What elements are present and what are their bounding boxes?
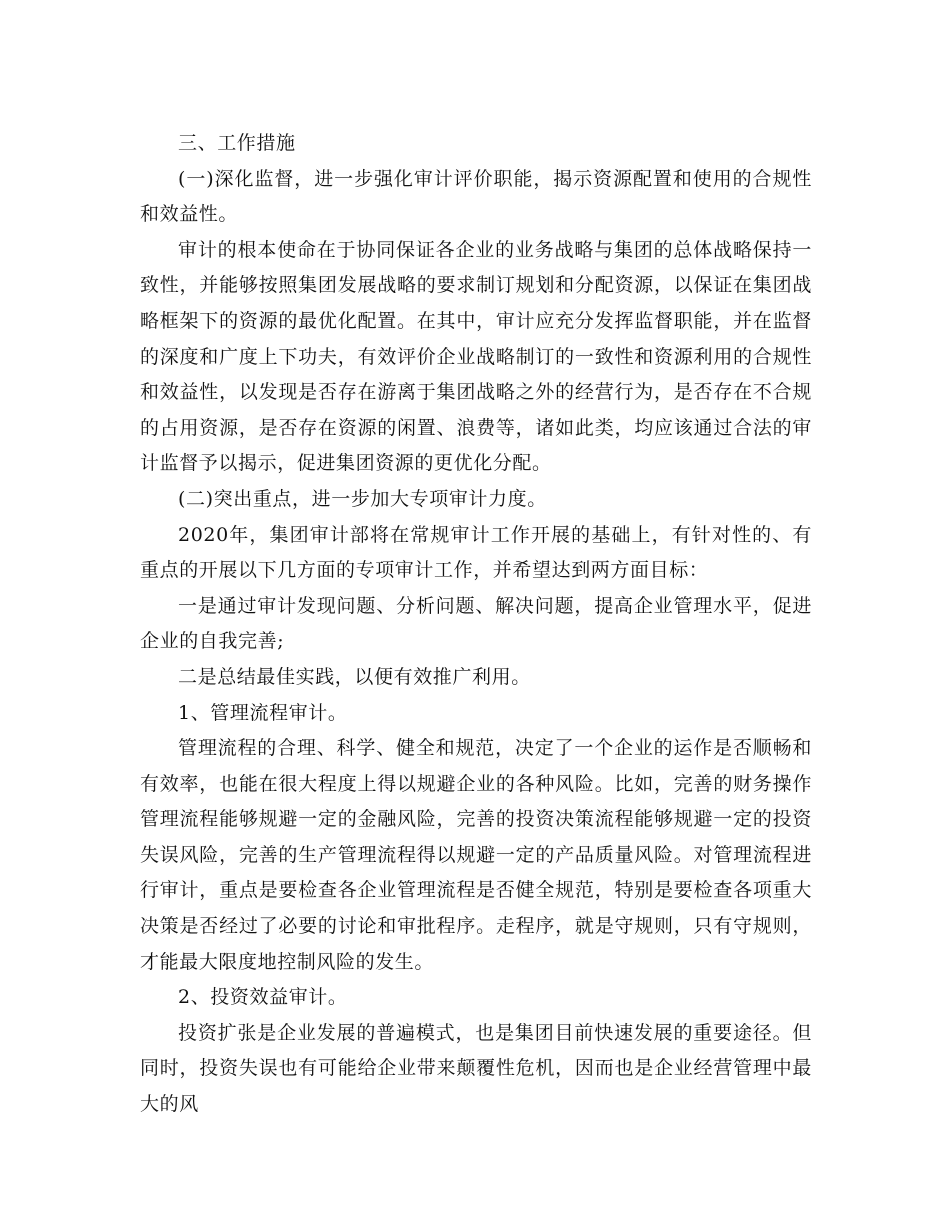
body-paragraph: 管理流程的合理、科学、健全和规范，决定了一个企业的运作是否顺畅和有效率，也能在很大程度上得以规避企业的各种风险。比如，完善的财务操作管理流程能够规避一定的金融风险，完善的投资决策流程能够规避一定的投资失误风险，完善的生产管理流程得以规避一定的产品质量风险。对管理流程进行审计，重点是要检查各企业管理流程是否健全规范，特别是要检查各项重大决策是否经过了必要的讨论和审批程序。走程序，就是守规则，只有守规则，才能最大限度地控制风险的发生。 bbox=[140, 737, 812, 973]
body-paragraph: 投资扩张是企业发展的普遍模式，也是集团目前快速发展的重要途径。但同时，投资失误也有可能给企业带来颠覆性危机，因而也是企业经营管理中最大的风 bbox=[140, 1021, 812, 1116]
subsection-heading-1: (一)深化监督，进一步强化审计评价职能，揭示资源配置和使用的合规性和效益性。 bbox=[140, 167, 812, 226]
body-paragraph: 二是总结最佳实践，以便有效推广利用。 bbox=[178, 665, 531, 688]
section-heading: 三、工作措施 bbox=[178, 132, 296, 154]
body-paragraph: 一是通过审计发现问题、分析问题、解决问题，提高企业管理水平，促进企业的自我完善; bbox=[140, 594, 812, 653]
body-paragraph: 2020年，集团审计部将在常规审计工作开展的基础上，有针对性的、有重点的开展以下几方面的专项审计工作，并希望达到两方面目标： bbox=[140, 523, 812, 582]
item-heading-1: 1、管理流程审计。 bbox=[178, 701, 348, 724]
item-heading-2: 2、投资效益审计。 bbox=[178, 986, 348, 1009]
document-body bbox=[140, 126, 812, 1123]
subsection-heading-2: (二)突出重点，进一步加大专项审计力度。 bbox=[178, 487, 547, 510]
body-paragraph: 审计的根本使命在于协同保证各企业的业务战略与集团的总体战略保持一致性，并能够按照集团发展战略的要求制订规划和分配资源，以保证在集团战略框架下的资源的最优化配置。在其中，审计应充分发挥监督职能，并在监督的深度和广度上下功夫，有效评价企业战略制订的一致性和资源利用的合规性和效益性，以发现是否存在游离于集团战略之外的经营行为，是否存在不合规的占用资源，是否存在资源的闲置、浪费等，诸如此类，均应该通过合法的审计监督予以揭示，促进集团资源的更优化分配。 bbox=[140, 238, 812, 475]
